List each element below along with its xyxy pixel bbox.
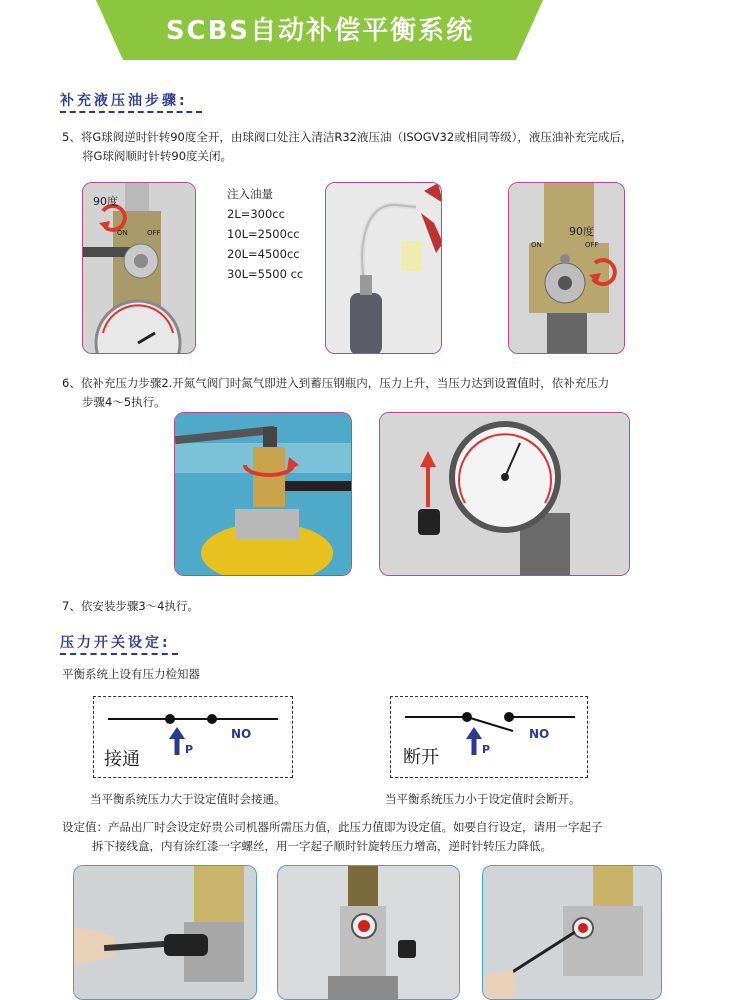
valve-off-label: OFF — [147, 229, 161, 237]
p-label: P — [482, 743, 491, 756]
valve-on-label: ON — [531, 241, 542, 249]
oil-list-title: 注入油量 — [227, 187, 273, 201]
step6-text-cont: 步骤4～5执行。 — [82, 395, 166, 409]
photo-pouring-oil — [325, 182, 442, 354]
switch-diagram-on — [93, 696, 293, 778]
oil-list-item: 20L=4500cc — [227, 247, 300, 261]
no-label: NO — [231, 727, 252, 741]
valve-off-label: OFF — [585, 241, 599, 249]
page-title: SCBS自动补偿平衡系统 — [165, 16, 475, 46]
state-label-on: 接通 — [104, 749, 140, 770]
section-title-oil: 补充液压油步骤: — [60, 93, 188, 109]
oil-amount-list — [227, 184, 303, 284]
caption-off: 当平衡系统压力小于设定值时会断开。 — [385, 792, 581, 806]
setting-text: 设定值：产品出厂时会设定好贵公司机器所需压力值，此压力值即为设定值。如要自行设定，请用一字起子 — [62, 820, 603, 834]
photo-ball-valve-closed — [508, 182, 625, 354]
photo-adjust-screw — [482, 865, 662, 1000]
state-label-off: 断开 — [403, 747, 439, 768]
photo-pressure-gauge — [379, 412, 630, 576]
photo-red-screw — [277, 865, 460, 1000]
oil-list-item: 2L=300cc — [227, 207, 285, 221]
oil-list-item: 30L=5500 cc — [227, 267, 304, 281]
step7-text: 7、依安装步骤3～4执行。 — [62, 599, 199, 613]
no-label: NO — [529, 727, 550, 741]
angle-label: 90度 — [569, 225, 594, 238]
p-label: P — [185, 743, 194, 756]
section-underline — [60, 653, 178, 655]
setting-text-cont: 拆下接线盒，内有涂红漆一字螺丝，用一字起子顺时针旋转压力增高，逆时针转压力降低。 — [92, 839, 552, 853]
angle-label: 90度 — [93, 195, 118, 208]
photo-nitrogen-valve — [174, 412, 352, 576]
caption-on: 当平衡系统压力大于设定值时会接通。 — [90, 792, 286, 806]
oil-list-item: 10L=2500cc — [227, 227, 300, 241]
section-title-pressure-switch: 压力开关设定: — [60, 635, 171, 651]
valve-on-label: ON — [117, 229, 128, 237]
photo-remove-junction-box — [73, 865, 257, 1000]
photo-ball-valve-open — [82, 182, 196, 354]
step6-text: 6、依补充压力步骤2.开氮气阀门时氮气即进入到蓄压钢瓶内，压力上升，当压力达到设置值时，依补充压力 — [62, 376, 610, 390]
switch-diagram-off — [390, 696, 588, 778]
step5-text-cont: 将G球阀顺时针转90度关闭。 — [82, 149, 233, 163]
pressure-detector-intro: 平衡系统上设有压力检知器 — [62, 667, 200, 681]
step5-text: 5、将G球阀逆时针转90度全开，由球阀口处注入清洁R32液压油（ISOGV32或相同等级），液压油补充完成后， — [62, 130, 633, 144]
section-underline — [60, 111, 202, 113]
